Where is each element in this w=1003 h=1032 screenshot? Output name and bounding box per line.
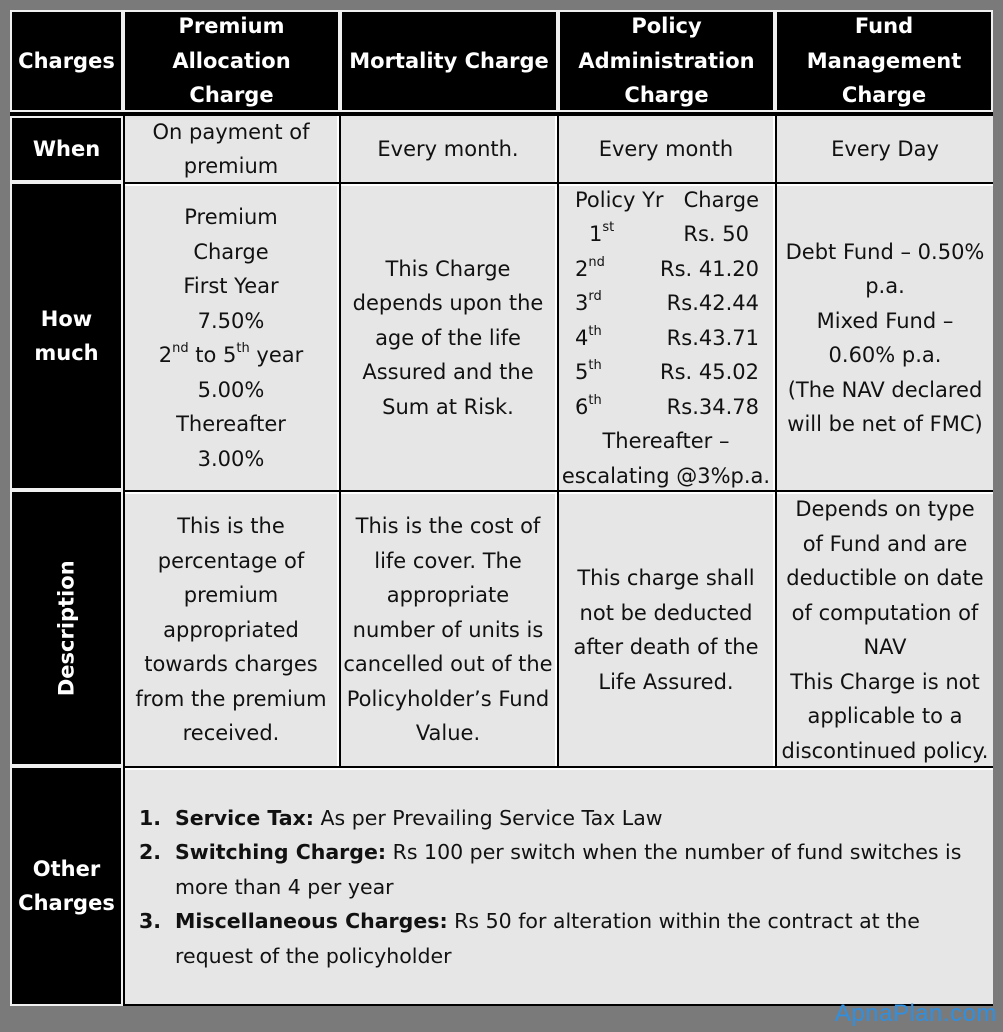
- cell-text: Value.: [415, 721, 481, 746]
- item-title: Miscellaneous Charges:: [175, 909, 448, 934]
- item-number: 1.: [139, 805, 162, 830]
- header-text: Fund: [854, 14, 914, 39]
- item-text: [175, 835, 973, 904]
- cell-text: Thereafter: [176, 412, 286, 436]
- header-text: Management: [806, 48, 962, 73]
- cell-text: Sum at Risk.: [382, 394, 514, 419]
- row-label-text: How: [40, 306, 93, 331]
- cell-text: Every Day: [831, 136, 939, 161]
- when-policy-admin: [559, 116, 775, 182]
- year-number: 3: [575, 291, 589, 316]
- policy-admin-header-row: [571, 183, 761, 218]
- text-part: to 5: [188, 343, 237, 367]
- header-premium-allocation: [123, 10, 340, 112]
- header-text: Premium: [178, 14, 285, 39]
- cell-text: Depends on type: [795, 497, 975, 521]
- cell-text: age of the life: [375, 325, 521, 350]
- cell-text-year-range: [159, 338, 304, 373]
- policy-admin-row: [571, 321, 761, 356]
- cell-text: premium: [183, 154, 279, 178]
- cell-text: premium: [183, 583, 279, 608]
- cell-text: Every month: [598, 136, 734, 161]
- when-premium-allocation: [125, 116, 339, 182]
- cell-text: Policyholder’s Fund: [346, 686, 550, 711]
- when-fund-management: [777, 116, 993, 182]
- row-label-when: [10, 116, 123, 182]
- row-label-text: Other: [32, 856, 101, 881]
- ordinal-suffix: th: [588, 358, 602, 374]
- ordinal-suffix: th: [588, 392, 602, 408]
- how-much-fund-management: [777, 184, 993, 490]
- cell-text: Thereafter –: [602, 429, 730, 454]
- other-charges-content: [125, 768, 993, 1004]
- ordinal-suffix: th: [588, 323, 602, 339]
- header-text: Charge: [624, 83, 709, 108]
- cell-text: p.a.: [865, 274, 905, 298]
- item-description: Rs 50 for alteration within the contract at the request of the policyholder: [175, 909, 920, 968]
- cell-text: of computation of: [791, 600, 979, 625]
- cell-text: appropriate: [386, 583, 510, 608]
- how-much-premium-allocation: [125, 184, 339, 490]
- year-number: 6: [575, 394, 589, 419]
- cell-text: (The NAV declared: [787, 377, 983, 402]
- policy-year: [571, 390, 645, 425]
- cell-text: Charge: [193, 239, 269, 264]
- description-policy-admin: [559, 492, 775, 766]
- cell-text: NAV: [863, 635, 907, 659]
- ordinal-suffix: st: [602, 220, 615, 236]
- header-text: Administration: [578, 48, 755, 73]
- year-number: 2: [575, 256, 589, 281]
- when-mortality: [341, 116, 557, 182]
- header-policy-admin: [558, 10, 775, 112]
- cell-text: depends upon the: [352, 291, 544, 316]
- how-much-mortality: [341, 184, 557, 490]
- cell-text: Premium: [184, 205, 278, 229]
- year-number: 4: [575, 325, 589, 350]
- cell-text: deductible on date: [786, 566, 984, 590]
- policy-admin-row: [571, 286, 761, 321]
- policy-admin-charge-table: [571, 183, 761, 425]
- row-label-text: When: [32, 136, 101, 161]
- item-text: [175, 904, 973, 973]
- ordinal-suffix: th: [236, 341, 250, 356]
- cell-text: percentage of: [157, 548, 305, 573]
- cell-text: On payment of: [152, 119, 310, 144]
- cell-text: applicable to a: [807, 704, 963, 728]
- cell-text: This is the: [177, 514, 285, 539]
- policy-admin-row: [571, 390, 761, 425]
- policy-admin-row: [571, 252, 761, 287]
- cell-text: This is the cost of: [355, 514, 541, 539]
- item-description: As per Prevailing Service Tax Law: [313, 805, 663, 830]
- cell-text: 3.00%: [197, 446, 265, 471]
- other-charges-list: [139, 801, 973, 974]
- charge-amount: Rs.43.71: [666, 325, 759, 350]
- how-much-policy-admin: [559, 184, 775, 490]
- cell-text: of Fund and are: [802, 531, 968, 556]
- cell-text: towards charges: [144, 652, 318, 677]
- cell-text: Every month.: [377, 136, 519, 161]
- text-part: year: [249, 343, 304, 367]
- header-charges: [10, 10, 123, 112]
- year-number: 1: [589, 222, 603, 247]
- header-charges-label: Charges: [18, 48, 115, 73]
- description-fund-management: [777, 492, 993, 766]
- cell-text: from the premium: [135, 686, 327, 711]
- header-text: Allocation: [172, 48, 291, 73]
- policy-year: [571, 321, 645, 356]
- cell-text: Assured and the: [362, 360, 534, 385]
- policy-admin-row: [571, 217, 761, 252]
- cell-text: discontinued policy.: [781, 738, 989, 763]
- cell-text: Mixed Fund –: [816, 308, 954, 333]
- cell-text: number of units is: [352, 617, 544, 642]
- cell-text: This Charge: [385, 256, 511, 281]
- cell-text: 7.50%: [197, 308, 265, 333]
- cell-text: Life Assured.: [598, 669, 734, 694]
- policy-admin-row: [571, 355, 761, 390]
- cell-text: cancelled out of the: [343, 652, 553, 677]
- list-item: [139, 835, 973, 904]
- item-description: Rs 100 per switch when the number of fund switches is more than 4 per year: [175, 840, 962, 899]
- cell-text: not be deducted: [579, 600, 753, 625]
- cell-text: escalating @3%p.a.: [561, 463, 771, 488]
- policy-year: [571, 252, 645, 287]
- cell-text: 5.00%: [197, 377, 265, 402]
- text-part: 2: [158, 343, 173, 367]
- year-number: 5: [575, 360, 589, 385]
- item-title: Switching Charge:: [175, 840, 387, 865]
- charge-amount: Rs. 41.20: [659, 256, 759, 281]
- policy-year: [571, 286, 645, 321]
- list-item: [139, 904, 973, 973]
- charge-header: Charge: [683, 187, 759, 212]
- ordinal-suffix: rd: [588, 289, 602, 305]
- policy-year: [571, 355, 645, 390]
- cell-text: This charge shall: [577, 566, 755, 590]
- item-number: 3.: [139, 909, 162, 934]
- cell-text: after death of the: [573, 635, 759, 659]
- cell-text: will be net of FMC): [787, 412, 983, 436]
- cell-text: life cover. The: [374, 548, 522, 573]
- charge-amount: Rs. 45.02: [659, 360, 759, 385]
- header-text: Policy: [631, 14, 702, 39]
- header-text: Mortality Charge: [349, 48, 549, 73]
- cell-text: Debt Fund – 0.50%: [785, 239, 985, 264]
- cell-text: First Year: [183, 274, 279, 298]
- description-premium-allocation: [125, 492, 339, 766]
- description-mortality: [341, 492, 557, 766]
- policy-year-header: Policy Yr: [575, 187, 664, 212]
- item-text: [175, 801, 973, 836]
- cell-text: appropriated: [163, 617, 299, 642]
- watermark: ApnaPlan.com: [834, 1000, 997, 1027]
- cell-text: This Charge is not: [790, 669, 980, 694]
- cell-text: 0.60% p.a.: [828, 343, 942, 367]
- header-text: Charge: [189, 83, 274, 108]
- row-label-text: Description: [54, 560, 79, 696]
- header-text: Charge: [841, 83, 927, 108]
- row-label-other-charges: [10, 766, 123, 1006]
- row-label-how-much: [10, 182, 123, 490]
- cell-text: received.: [182, 721, 280, 746]
- charge-amount: Rs. 50: [683, 222, 749, 247]
- row-label-text: Charges: [18, 891, 115, 915]
- ordinal-suffix: nd: [588, 254, 605, 270]
- ordinal-suffix: nd: [172, 341, 189, 356]
- charge-amount: Rs.42.44: [666, 291, 759, 316]
- policy-year: [571, 217, 659, 252]
- item-title: Service Tax:: [175, 805, 314, 830]
- header-mortality: [340, 10, 558, 112]
- charges-table: [10, 10, 993, 1006]
- header-fund-management: [775, 10, 993, 112]
- item-number: 2.: [139, 840, 162, 865]
- row-label-text: much: [34, 341, 99, 365]
- row-label-description: [10, 490, 123, 766]
- list-item: [139, 801, 973, 836]
- charge-amount: Rs.34.78: [666, 394, 759, 419]
